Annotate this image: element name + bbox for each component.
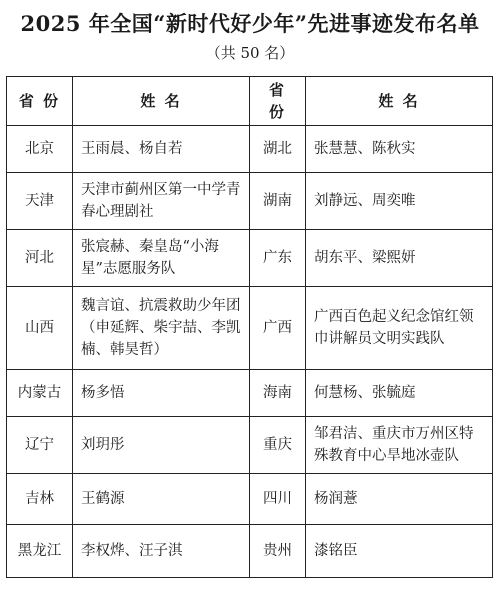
names-cell: 刘静远、周奕唯 [306,173,493,230]
province-cell: 吉林 [7,474,73,525]
province-cell: 山西 [7,287,73,370]
province-cell: 辽宁 [7,417,73,474]
names-cell: 张慧慧、陈秋实 [306,126,493,173]
table-row [7,370,493,417]
names-cell: 漆铭臣 [306,525,493,578]
table-row [7,126,493,173]
table-row [7,525,493,578]
names-cell: 杨润薏 [306,474,493,525]
table-row [7,173,493,230]
names-cell: 何慧杨、张毓庭 [306,370,493,417]
table-header-row [7,77,493,126]
roster-table [6,76,493,578]
page-subtitle: （共 50 名） [205,44,295,62]
table-row [7,230,493,287]
header-province-left: 省 份 [7,77,73,126]
province-cell: 湖北 [250,126,306,173]
names-cell: 杨多悟 [73,370,250,417]
province-cell: 广西 [250,287,306,370]
table-row [7,287,493,370]
names-cell: 张宸赫、秦皇岛“小海星”志愿服务队 [73,230,250,287]
names-cell: 天津市蓟州区第一中学青春心理剧社 [73,173,250,230]
province-cell: 重庆 [250,417,306,474]
page-title: 2025 年全国“新时代好少年”先进事迹发布名单 [20,11,480,36]
province-cell: 河北 [7,230,73,287]
province-cell: 广东 [250,230,306,287]
names-cell: 王雨晨、杨自若 [73,126,250,173]
names-cell: 王鹤源 [73,474,250,525]
province-cell: 北京 [7,126,73,173]
province-cell: 内蒙古 [7,370,73,417]
names-cell: 广西百色起义纪念馆红领巾讲解员文明实践队 [306,287,493,370]
header-province-right: 省 份 [250,77,306,126]
names-cell: 刘玥彤 [73,417,250,474]
province-cell: 湖南 [250,173,306,230]
header-names-right: 姓 名 [306,77,493,126]
names-cell: 胡东平、梁熙妍 [306,230,493,287]
names-cell: 李权烨、汪子淇 [73,525,250,578]
names-cell: 魏言谊、抗震救助少年团（申延辉、柴宇喆、李凯楠、韩昊哲） [73,287,250,370]
table-row [7,474,493,525]
province-cell: 贵州 [250,525,306,578]
province-cell: 天津 [7,173,73,230]
province-cell: 海南 [250,370,306,417]
province-cell: 黑龙江 [7,525,73,578]
header-names-left: 姓 名 [73,77,250,126]
names-cell: 邹君洁、重庆市万州区特殊教育中心旱地冰壶队 [306,417,493,474]
table-row [7,417,493,474]
province-cell: 四川 [250,474,306,525]
